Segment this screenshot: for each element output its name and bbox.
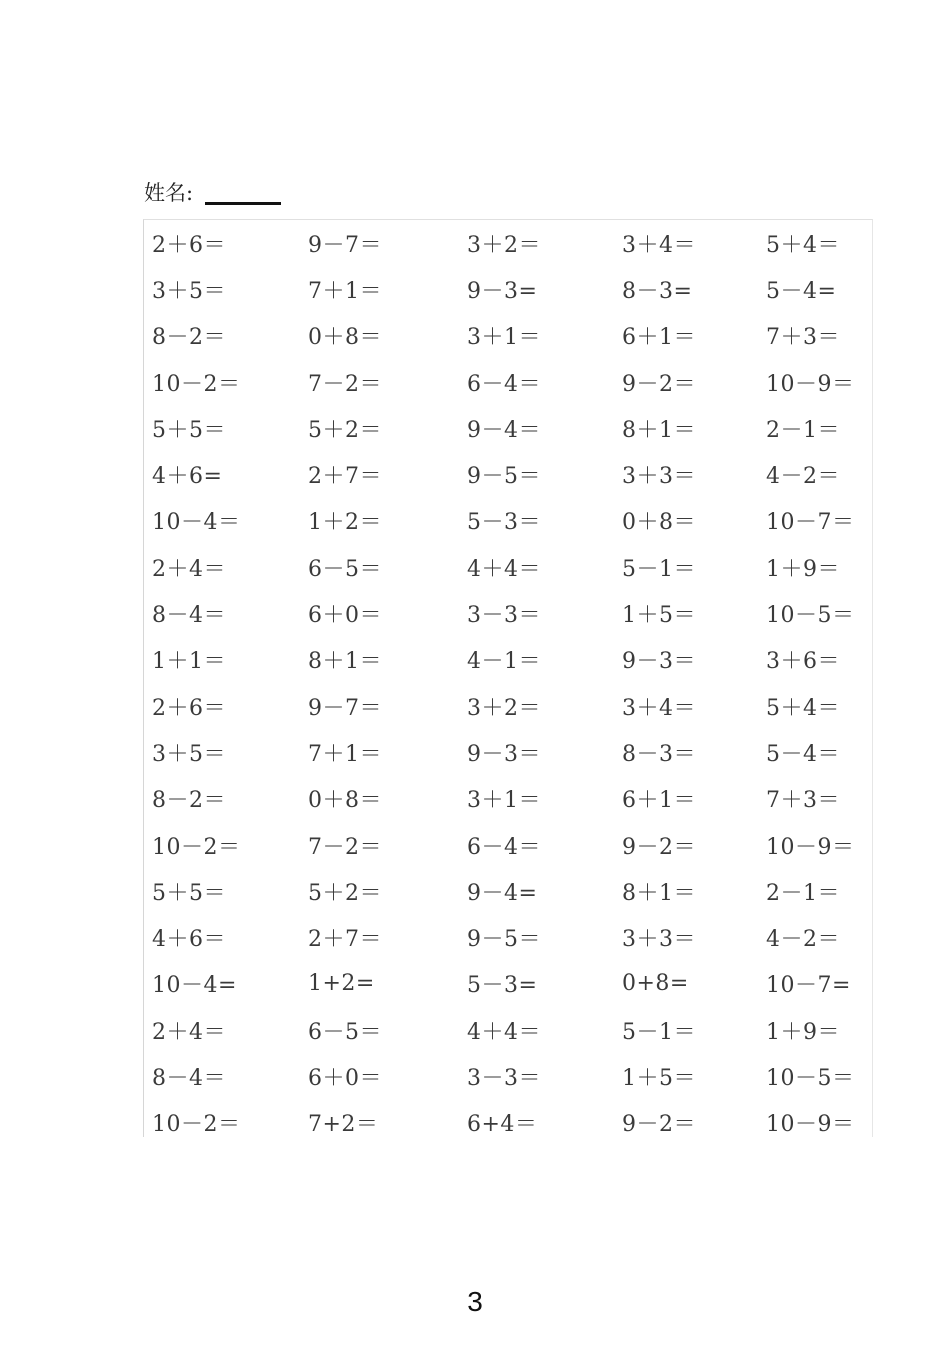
problem-cell: 7－2＝ [308,371,382,397]
page-number: 3 [467,1286,483,1317]
problem-cell: 10－7＝ [766,510,855,536]
problem-cell: 5－3＝ [467,510,541,536]
problem-cell: 4－1＝ [467,649,541,675]
problem-cell: 3＋6＝ [766,649,840,675]
problem-cell: 5－4= [766,278,837,304]
problem-cell: 5＋4＝ [766,695,840,721]
problem-cell: 9－3＝ [622,649,696,675]
problem-cell: 9－3＝ [467,741,541,767]
problem-cell: 10－5＝ [766,1065,855,1091]
problem-cell: 9－4＝ [467,417,541,443]
problem-cell: 4＋6＝ [152,927,226,953]
problem-cell: 4＋6= [152,464,223,490]
problem-cell: 4＋4＝ [467,556,541,582]
problem-cell: 5＋2＝ [308,880,382,906]
problem-cell: 3＋5＝ [152,741,226,767]
problem-cell: 3＋4＝ [622,232,696,258]
problem-cell: 10－2＝ [152,371,241,397]
problem-cell: 1＋9＝ [766,556,840,582]
problem-cell: 2＋7＝ [308,927,382,953]
problem-cell: 10－7= [766,973,851,999]
problem-cell: 2＋7＝ [308,464,382,490]
problem-cell: 6－4＝ [467,371,541,397]
problem-cell: 4－2＝ [766,464,840,490]
problem-cell: 9－4= [467,880,538,906]
problem-cell: 8－3＝ [622,741,696,767]
problem-cell: 5＋5＝ [152,417,226,443]
problem-cell: 3－3＝ [467,603,541,629]
problem-cell: 8＋1＝ [308,649,382,675]
problem-cell: 4－2＝ [766,927,840,953]
problem-cell: 3＋1＝ [467,325,541,351]
problem-cell: 6＋0＝ [308,1065,382,1091]
problem-cell: 6＋1＝ [622,788,696,814]
problem-cell: 0＋8＝ [308,788,382,814]
problem-cell: 1＋5＝ [622,603,696,629]
problem-cell: 10－5＝ [766,603,855,629]
name-label: 姓名: [144,181,194,205]
problem-cell: 4＋4＝ [467,1019,541,1045]
problem-cell: 2－1＝ [766,880,840,906]
problem-cell: 2＋6＝ [152,695,226,721]
problem-cell: 9－5＝ [467,927,541,953]
problem-cell: 3＋5＝ [152,278,226,304]
problem-cell: 3＋1＝ [467,788,541,814]
problem-cell: 10－9＝ [766,834,855,860]
problem-cell: 3＋3＝ [622,927,696,953]
problem-cell: 9－2＝ [622,371,696,397]
problem-cell: 9－7＝ [308,232,382,258]
problem-cell: 7＋3＝ [766,788,840,814]
problem-cell: 0+8= [622,971,689,997]
problem-cell: 10－9＝ [766,1112,855,1138]
problem-cell: 7＋1＝ [308,278,382,304]
exercise-sheet [143,219,873,1137]
problem-cell: 3＋3＝ [622,464,696,490]
problem-cell: 3＋4＝ [622,695,696,721]
problem-cell: 6+4＝ [467,1112,538,1138]
problem-cell: 7＋3＝ [766,325,840,351]
problem-cell: 7－2＝ [308,834,382,860]
problem-cell: 5－4＝ [766,741,840,767]
problem-cell: 10－4＝ [152,510,241,536]
problem-cell: 7＋1＝ [308,741,382,767]
problem-cell: 1＋2＝ [308,510,382,536]
problem-cell: 8＋1＝ [622,417,696,443]
problem-cell: 10－2＝ [152,834,241,860]
problem-cell: 2＋6＝ [152,232,226,258]
problem-cell: 8－4＝ [152,1065,226,1091]
name-blank-line [205,202,281,205]
problem-cell: 2－1＝ [766,417,840,443]
problem-cell: 1+2= [308,971,375,997]
problem-cell: 5＋5＝ [152,880,226,906]
problem-cell: 9－2＝ [622,1112,696,1138]
problem-cell: 10－9＝ [766,371,855,397]
problem-cell: 6－4＝ [467,834,541,860]
problem-cell: 6＋1＝ [622,325,696,351]
problem-cell: 6－5＝ [308,1019,382,1045]
problem-cell: 8－4＝ [152,603,226,629]
problem-cell: 6＋0＝ [308,603,382,629]
problem-cell: 9－5＝ [467,464,541,490]
problem-cell: 7+2＝ [308,1112,379,1138]
problem-cell: 5－1＝ [622,1019,696,1045]
problem-cell: 3－3＝ [467,1065,541,1091]
problem-cell: 8－3= [622,278,693,304]
problem-grid [144,220,872,1137]
problem-cell: 5＋4＝ [766,232,840,258]
problem-cell: 0＋8＝ [308,325,382,351]
problem-cell: 8－2＝ [152,325,226,351]
problem-cell: 10－2＝ [152,1112,241,1138]
problem-cell: 8－2＝ [152,788,226,814]
problem-cell: 9－2＝ [622,834,696,860]
problem-cell: 3＋2＝ [467,232,541,258]
problem-cell: 6－5＝ [308,556,382,582]
problem-cell: 8＋1＝ [622,880,696,906]
problem-cell: 1＋1＝ [152,649,226,675]
problem-cell: 9－7＝ [308,695,382,721]
problem-cell: 9－3= [467,278,538,304]
problem-cell: 5－3= [467,973,538,999]
problem-cell: 5＋2＝ [308,417,382,443]
problem-cell: 3＋2＝ [467,695,541,721]
problem-cell: 1＋5＝ [622,1065,696,1091]
name-field [144,177,281,207]
problem-cell: 5－1＝ [622,556,696,582]
problem-cell: 10－4= [152,973,237,999]
problem-cell: 2＋4＝ [152,556,226,582]
problem-cell: 2＋4＝ [152,1019,226,1045]
problem-cell: 0＋8＝ [622,510,696,536]
problem-cell: 1＋9＝ [766,1019,840,1045]
